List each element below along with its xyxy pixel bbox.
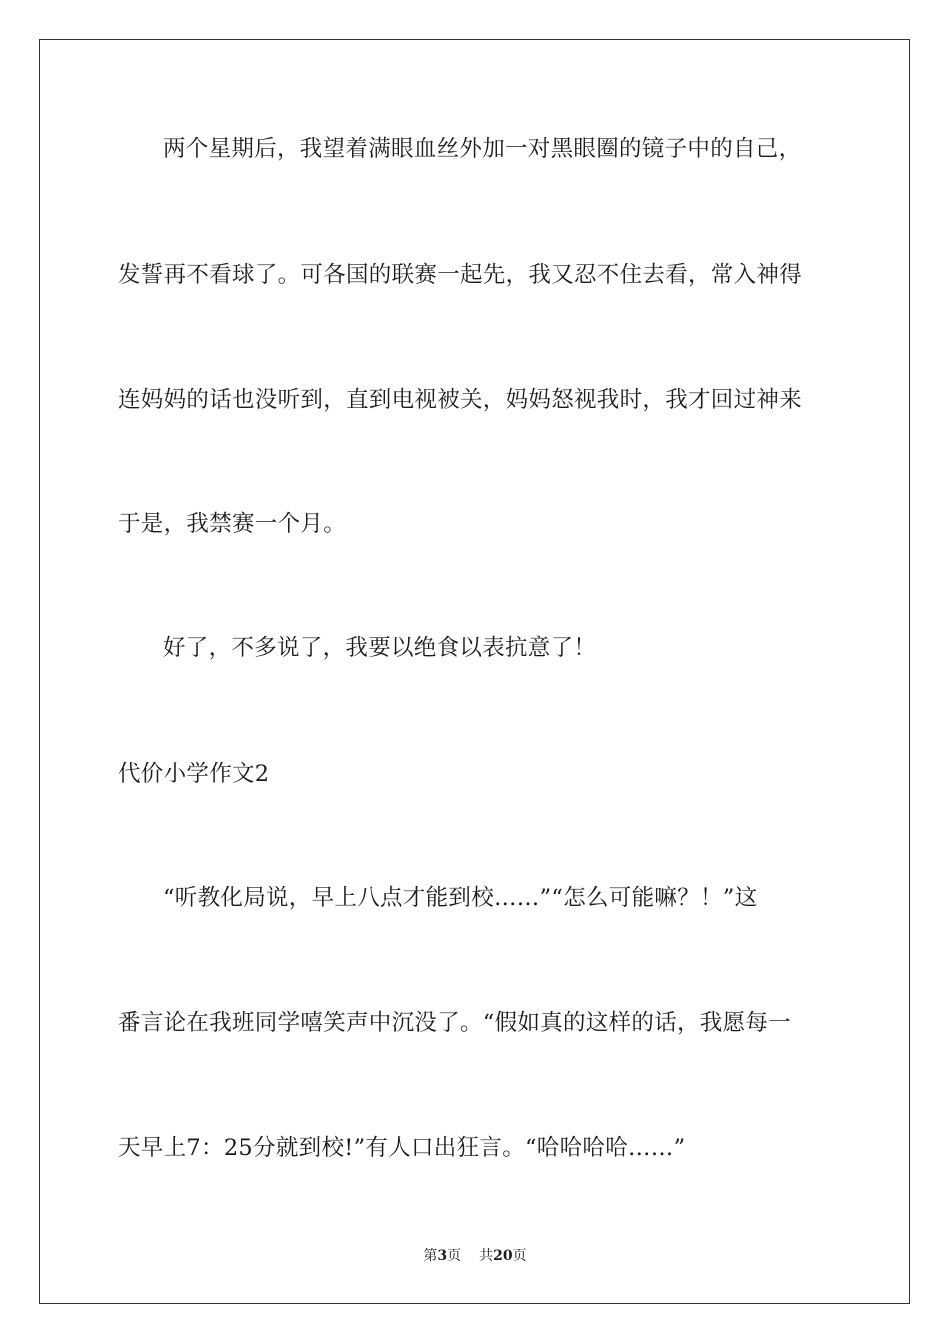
- page-current: 3: [437, 1248, 448, 1264]
- paragraph-line: 发誓再不看球了。可各国的联赛一起先，我又忍不住去看，常入神得: [118, 262, 803, 288]
- paragraph-line: 两个星期后，我望着满眼血丝外加一对黑眼圈的镜子中的自己，: [163, 136, 802, 162]
- total-prefix: 共: [479, 1248, 494, 1264]
- page-footer: [0, 1247, 950, 1265]
- page-border: [39, 39, 910, 1304]
- paragraph-line: 于是，我禁赛一个月。: [118, 511, 347, 537]
- page-prefix: 第: [423, 1248, 438, 1264]
- page-total: 20: [493, 1248, 513, 1264]
- section-heading: 代价小学作文2: [118, 761, 270, 787]
- paragraph-line: 好了，不多说了，我要以绝食以表抗意了！: [163, 635, 597, 661]
- paragraph-line: 番言论在我班同学嘻笑声中沉没了。“假如真的这样的话，我愿每一: [118, 1010, 792, 1036]
- total-suffix: 页: [512, 1248, 527, 1264]
- page-suffix: 页: [447, 1248, 462, 1264]
- paragraph-line: 连妈妈的话也没听到，直到电视被关，妈妈怒视我时，我才回过神来: [118, 387, 803, 413]
- paragraph-line: 天早上7：25分就到校!”有人口出狂言。“哈哈哈哈……”: [118, 1135, 686, 1161]
- paragraph-line: “听教化局说，早上八点才能到校……”“怎么可能嘛？！”这: [163, 885, 758, 911]
